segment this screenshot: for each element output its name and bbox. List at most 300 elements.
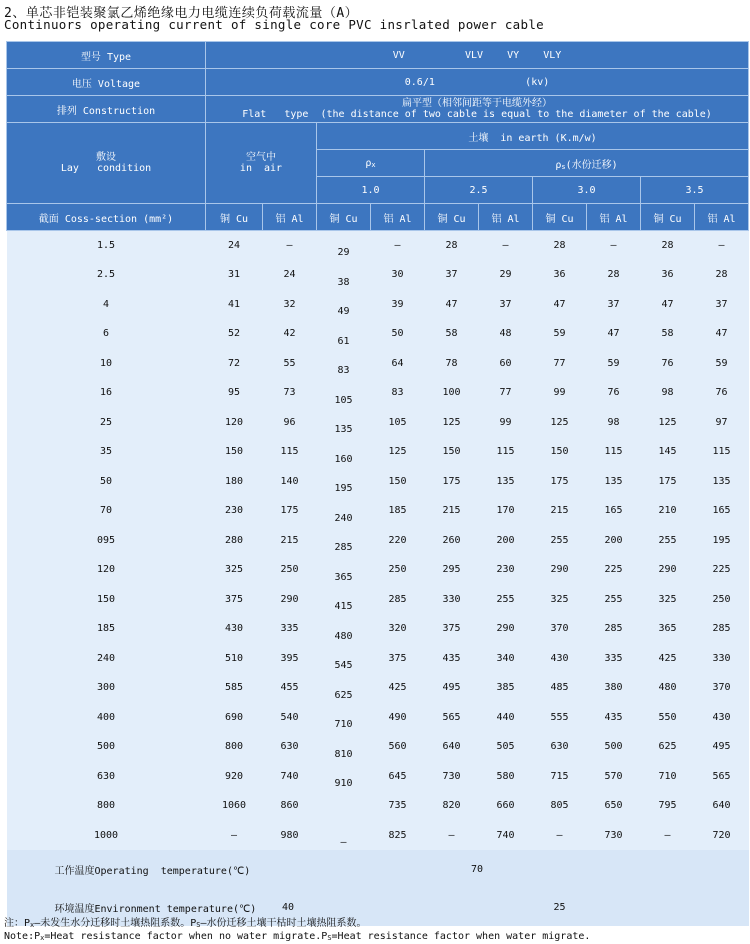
lay-condition-en: Lay condition	[60, 163, 152, 174]
resistivity-4: 3.5	[641, 177, 749, 204]
value-cell: 215	[263, 526, 317, 556]
value-cell: 49	[317, 290, 371, 320]
value-cell: 31	[206, 260, 263, 290]
cross-section-cell: 120	[7, 555, 206, 585]
value-cell: 32	[263, 290, 317, 320]
cross-section-cell: 2.5	[7, 260, 206, 290]
value-cell: —	[371, 231, 425, 261]
value-cell: 640	[425, 732, 479, 762]
value-cell: 395	[263, 644, 317, 674]
cross-section-cell: 300	[7, 673, 206, 703]
value-cell: 175	[641, 467, 695, 497]
current-rating-table	[6, 41, 749, 926]
value-cell: 285	[587, 614, 641, 644]
value-cell: 125	[641, 408, 695, 438]
value-cell: 37	[587, 290, 641, 320]
value-cell: 83	[317, 349, 371, 379]
value-cell: 375	[425, 614, 479, 644]
value-cell: 115	[263, 437, 317, 467]
value-cell: —	[206, 821, 263, 851]
value-cell: 37	[695, 290, 749, 320]
value-cell: 285	[371, 585, 425, 615]
value-cell: 550	[641, 703, 695, 733]
value-cell: 100	[425, 378, 479, 408]
value-cell: 250	[263, 555, 317, 585]
table-row	[7, 644, 749, 674]
value-cell: 96	[263, 408, 317, 438]
al-header: 铝 Al	[695, 204, 749, 231]
value-cell: 200	[479, 526, 533, 556]
section-label: 截面 Coss-section (mm²)	[7, 204, 206, 231]
value-cell: 180	[206, 467, 263, 497]
value-cell: 135	[695, 467, 749, 497]
table-row	[7, 260, 749, 290]
cross-section-cell: 1.5	[7, 231, 206, 261]
cu-header: 铜 Cu	[641, 204, 695, 231]
value-cell: 150	[533, 437, 587, 467]
type-label: 型号 Type	[7, 42, 206, 69]
value-cell: 150	[425, 437, 479, 467]
note-en-sub: S	[327, 934, 332, 942]
value-cell: 645	[371, 762, 425, 792]
environment-temp-earth: 25	[371, 888, 749, 926]
value-cell: 59	[695, 349, 749, 379]
cu-header: 铜 Cu	[317, 204, 371, 231]
value-cell: 37	[479, 290, 533, 320]
value-cell: 240	[317, 496, 371, 526]
value-cell: 860	[263, 791, 317, 821]
value-cell: 585	[206, 673, 263, 703]
operating-temp-label: 工作温度Operating temperature(℃)	[7, 850, 206, 888]
value-cell: 125	[533, 408, 587, 438]
table-row	[7, 791, 749, 821]
value-cell: —	[263, 231, 317, 261]
rho-s-sub: s	[561, 162, 566, 171]
value-cell: 55	[263, 349, 317, 379]
value-cell: 64	[371, 349, 425, 379]
al-header: 铝 Al	[371, 204, 425, 231]
value-cell: 500	[587, 732, 641, 762]
value-cell: 650	[587, 791, 641, 821]
table-row	[7, 496, 749, 526]
value-cell: 320	[371, 614, 425, 644]
table-row	[7, 467, 749, 497]
operating-temp-value: 70	[206, 850, 749, 888]
value-cell: 36	[533, 260, 587, 290]
value-cell: 910	[317, 762, 371, 792]
value-cell: 24	[206, 231, 263, 261]
value-cell: 61	[317, 319, 371, 349]
value-cell: 580	[479, 762, 533, 792]
construction-cn: 扁平型（相邻间距等于电缆外经）	[402, 98, 553, 109]
value-cell: 795	[641, 791, 695, 821]
note-en-part: Note:P	[4, 931, 41, 942]
value-cell: 125	[425, 408, 479, 438]
value-cell: 480	[317, 614, 371, 644]
voltage-label: 电压 Voltage	[7, 69, 206, 96]
value-cell: 98	[587, 408, 641, 438]
value-cell: 58	[641, 319, 695, 349]
value-cell: 570	[587, 762, 641, 792]
value-cell: 480	[641, 673, 695, 703]
rho-x-symbol: ρ	[365, 157, 372, 169]
value-cell: 625	[317, 673, 371, 703]
cross-section-cell: 10	[7, 349, 206, 379]
note-en	[4, 931, 590, 944]
construction-en: Flat type (the distance of two cable is equal to the diameter of the cable)	[242, 109, 712, 120]
table-row	[7, 555, 749, 585]
in-air-cn: 空气中	[246, 152, 276, 163]
value-cell: 115	[479, 437, 533, 467]
value-cell: 710	[641, 762, 695, 792]
value-cell: —	[425, 821, 479, 851]
value-cell: 150	[206, 437, 263, 467]
value-cell: 335	[587, 644, 641, 674]
value-cell: 99	[479, 408, 533, 438]
note-en-part: =Heat resistance factor when water migrate.	[331, 931, 591, 942]
rho-x-header	[317, 150, 425, 177]
value-cell: 715	[533, 762, 587, 792]
value-cell: 510	[206, 644, 263, 674]
value-cell: 800	[206, 732, 263, 762]
note-cn-part: —未发生水分迁移时土壤热阻系数。P	[34, 918, 197, 929]
resistivity-2: 2.5	[425, 177, 533, 204]
value-cell: 41	[206, 290, 263, 320]
table-row	[7, 732, 749, 762]
value-cell: 47	[587, 319, 641, 349]
value-cell: 145	[641, 437, 695, 467]
cross-section-cell: 500	[7, 732, 206, 762]
value-cell: 230	[479, 555, 533, 585]
value-cell: 195	[695, 526, 749, 556]
value-cell: 37	[425, 260, 479, 290]
value-cell: 425	[371, 673, 425, 703]
value-cell: 47	[641, 290, 695, 320]
value-cell: —	[695, 231, 749, 261]
value-cell: 77	[533, 349, 587, 379]
value-cell: 455	[263, 673, 317, 703]
table-row	[7, 408, 749, 438]
construction-value	[206, 96, 749, 123]
value-cell: 195	[317, 467, 371, 497]
value-cell: 290	[479, 614, 533, 644]
al-header: 铝 Al	[479, 204, 533, 231]
value-cell: 1060	[206, 791, 263, 821]
value-cell: 76	[695, 378, 749, 408]
value-cell: 565	[695, 762, 749, 792]
cu-header: 铜 Cu	[206, 204, 263, 231]
cross-section-cell: 400	[7, 703, 206, 733]
value-cell: —	[641, 821, 695, 851]
value-cell: 290	[641, 555, 695, 585]
value-cell: 435	[425, 644, 479, 674]
value-cell: 58	[425, 319, 479, 349]
value-cell: 255	[587, 585, 641, 615]
lay-condition	[7, 123, 206, 204]
value-cell: 285	[695, 614, 749, 644]
value-cell: 825	[371, 821, 425, 851]
construction-label: 排列 Construction	[7, 96, 206, 123]
cross-section-cell: 185	[7, 614, 206, 644]
rho-s-header	[425, 150, 749, 177]
value-cell: 105	[371, 408, 425, 438]
type-value: VV VLV VY VLY	[206, 42, 749, 69]
cross-section-cell: 25	[7, 408, 206, 438]
value-cell: 365	[317, 555, 371, 585]
value-cell: 47	[695, 319, 749, 349]
value-cell: 295	[425, 555, 479, 585]
value-cell: 160	[317, 437, 371, 467]
value-cell: 440	[479, 703, 533, 733]
value-cell: 375	[371, 644, 425, 674]
lay-condition-cn: 敷设	[96, 152, 116, 163]
value-cell: 330	[695, 644, 749, 674]
note-cn-part: 注：P	[4, 918, 31, 929]
value-cell: 255	[533, 526, 587, 556]
value-cell: 335	[263, 614, 317, 644]
value-cell: 560	[371, 732, 425, 762]
value-cell: 175	[263, 496, 317, 526]
value-cell: —	[587, 231, 641, 261]
environment-temp-label: 环境温度Environment temperature(℃)	[7, 888, 206, 926]
value-cell: 200	[587, 526, 641, 556]
value-cell: 76	[587, 378, 641, 408]
cross-section-cell: 4	[7, 290, 206, 320]
cross-section-cell: 16	[7, 378, 206, 408]
value-cell: 430	[695, 703, 749, 733]
value-cell: 50	[371, 319, 425, 349]
table-row	[7, 703, 749, 733]
cross-section-cell: 630	[7, 762, 206, 792]
value-cell: 660	[479, 791, 533, 821]
value-cell: 435	[587, 703, 641, 733]
value-cell: 920	[206, 762, 263, 792]
value-cell: 97	[695, 408, 749, 438]
value-cell: 720	[695, 821, 749, 851]
in-earth-header: 土壤 in earth (K.m/w)	[317, 123, 749, 150]
value-cell: 730	[587, 821, 641, 851]
value-cell: 135	[479, 467, 533, 497]
value-cell: 73	[263, 378, 317, 408]
value-cell: 425	[641, 644, 695, 674]
value-cell: 52	[206, 319, 263, 349]
value-cell: 370	[695, 673, 749, 703]
value-cell: 740	[479, 821, 533, 851]
cross-section-cell: 35	[7, 437, 206, 467]
value-cell: 59	[533, 319, 587, 349]
al-header: 铝 Al	[263, 204, 317, 231]
value-cell: 430	[533, 644, 587, 674]
value-cell: 565	[425, 703, 479, 733]
value-cell: 36	[641, 260, 695, 290]
value-cell: 175	[533, 467, 587, 497]
al-header: 铝 Al	[587, 204, 641, 231]
value-cell: 285	[317, 526, 371, 556]
note-cn-sub: x	[30, 921, 35, 929]
value-cell: 740	[263, 762, 317, 792]
value-cell: 125	[371, 437, 425, 467]
value-cell: 375	[206, 585, 263, 615]
value-cell: 710	[317, 703, 371, 733]
value-cell: 105	[317, 378, 371, 408]
value-cell: 77	[479, 378, 533, 408]
value-cell: 47	[533, 290, 587, 320]
environment-temp-air: 40	[206, 888, 371, 926]
rho-s-symbol: ρ	[555, 159, 562, 171]
voltage-value: 0.6/1 (kv)	[206, 69, 749, 96]
value-cell: —	[479, 231, 533, 261]
value-cell: 76	[641, 349, 695, 379]
resistivity-3: 3.0	[533, 177, 641, 204]
cross-section-cell: 6	[7, 319, 206, 349]
table-row	[7, 614, 749, 644]
value-cell: 225	[695, 555, 749, 585]
value-cell: 415	[317, 585, 371, 615]
rho-s-text: (水份迁移)	[565, 159, 618, 171]
in-air-en: in air	[239, 163, 283, 174]
value-cell: 255	[479, 585, 533, 615]
cross-section-cell: 70	[7, 496, 206, 526]
value-cell: 99	[533, 378, 587, 408]
value-cell: 60	[479, 349, 533, 379]
value-cell: 805	[533, 791, 587, 821]
value-cell: 38	[317, 260, 371, 290]
value-cell: 250	[371, 555, 425, 585]
value-cell: 490	[371, 703, 425, 733]
value-cell: 540	[263, 703, 317, 733]
value-cell: —	[533, 821, 587, 851]
note-en-part: =Heat resistance factor when no water migrate.P	[44, 931, 328, 942]
value-cell: 30	[371, 260, 425, 290]
note-cn-sub: S	[196, 921, 201, 929]
value-cell: 385	[479, 673, 533, 703]
value-cell: 29	[479, 260, 533, 290]
value-cell: 325	[206, 555, 263, 585]
value-cell: 290	[533, 555, 587, 585]
table-row	[7, 319, 749, 349]
value-cell: 280	[206, 526, 263, 556]
value-cell: 225	[587, 555, 641, 585]
value-cell: 365	[641, 614, 695, 644]
table-row	[7, 290, 749, 320]
value-cell: 430	[206, 614, 263, 644]
table-row	[7, 231, 749, 261]
value-cell: 42	[263, 319, 317, 349]
cu-header: 铜 Cu	[425, 204, 479, 231]
value-cell: 980	[263, 821, 317, 851]
value-cell: 135	[317, 408, 371, 438]
cross-section-cell: 095	[7, 526, 206, 556]
note-en-sub: x	[40, 934, 45, 942]
value-cell: 260	[425, 526, 479, 556]
value-cell: 24	[263, 260, 317, 290]
value-cell: 83	[371, 378, 425, 408]
value-cell: 47	[425, 290, 479, 320]
value-cell: 165	[695, 496, 749, 526]
resistivity-1: 1.0	[317, 177, 425, 204]
value-cell: 370	[533, 614, 587, 644]
table-row	[7, 585, 749, 615]
rho-x-sub: x	[371, 160, 376, 169]
value-cell: 505	[479, 732, 533, 762]
cross-section-cell: 50	[7, 467, 206, 497]
value-cell: 135	[587, 467, 641, 497]
value-cell: 820	[425, 791, 479, 821]
value-cell: 485	[533, 673, 587, 703]
value-cell: 290	[263, 585, 317, 615]
value-cell: 115	[695, 437, 749, 467]
value-cell: 730	[425, 762, 479, 792]
cross-section-cell: 240	[7, 644, 206, 674]
value-cell: 640	[695, 791, 749, 821]
value-cell: 810	[317, 732, 371, 762]
value-cell: 495	[425, 673, 479, 703]
value-cell: 185	[371, 496, 425, 526]
value-cell: 325	[641, 585, 695, 615]
note-cn-part: —水份迁移土壤干枯时土壤热阻系数。	[200, 918, 367, 929]
value-cell: 340	[479, 644, 533, 674]
in-air-header	[206, 123, 317, 204]
value-cell: 215	[533, 496, 587, 526]
value-cell: 165	[587, 496, 641, 526]
value-cell: 170	[479, 496, 533, 526]
value-cell: 210	[641, 496, 695, 526]
value-cell: 29	[317, 231, 371, 261]
value-cell: 380	[587, 673, 641, 703]
cross-section-cell: 150	[7, 585, 206, 615]
table-row	[7, 762, 749, 792]
value-cell: 250	[695, 585, 749, 615]
table-row	[7, 526, 749, 556]
cu-header: 铜 Cu	[533, 204, 587, 231]
table-row	[7, 349, 749, 379]
value-cell: 175	[425, 467, 479, 497]
value-cell: 630	[263, 732, 317, 762]
value-cell: 325	[533, 585, 587, 615]
value-cell: 220	[371, 526, 425, 556]
value-cell: 495	[695, 732, 749, 762]
value-cell: 255	[641, 526, 695, 556]
value-cell: 735	[371, 791, 425, 821]
value-cell: 115	[587, 437, 641, 467]
cross-section-cell: 1000	[7, 821, 206, 851]
value-cell	[317, 791, 371, 821]
value-cell: 625	[641, 732, 695, 762]
value-cell: 630	[533, 732, 587, 762]
table-row	[7, 673, 749, 703]
table-row	[7, 437, 749, 467]
value-cell: —	[317, 821, 371, 851]
notes	[4, 918, 590, 944]
value-cell: 48	[479, 319, 533, 349]
value-cell: 39	[371, 290, 425, 320]
value-cell: 330	[425, 585, 479, 615]
value-cell: 98	[641, 378, 695, 408]
value-cell: 140	[263, 467, 317, 497]
value-cell: 28	[695, 260, 749, 290]
value-cell: 28	[425, 231, 479, 261]
value-cell: 120	[206, 408, 263, 438]
value-cell: 215	[425, 496, 479, 526]
value-cell: 545	[317, 644, 371, 674]
value-cell: 28	[641, 231, 695, 261]
table-title-cn: 2、单芯非铠装聚氯乙烯绝缘电力电缆连续负荷载流量（A）	[4, 6, 359, 21]
note-cn	[4, 918, 590, 931]
value-cell: 28	[533, 231, 587, 261]
value-cell: 72	[206, 349, 263, 379]
table-row	[7, 378, 749, 408]
value-cell: 555	[533, 703, 587, 733]
